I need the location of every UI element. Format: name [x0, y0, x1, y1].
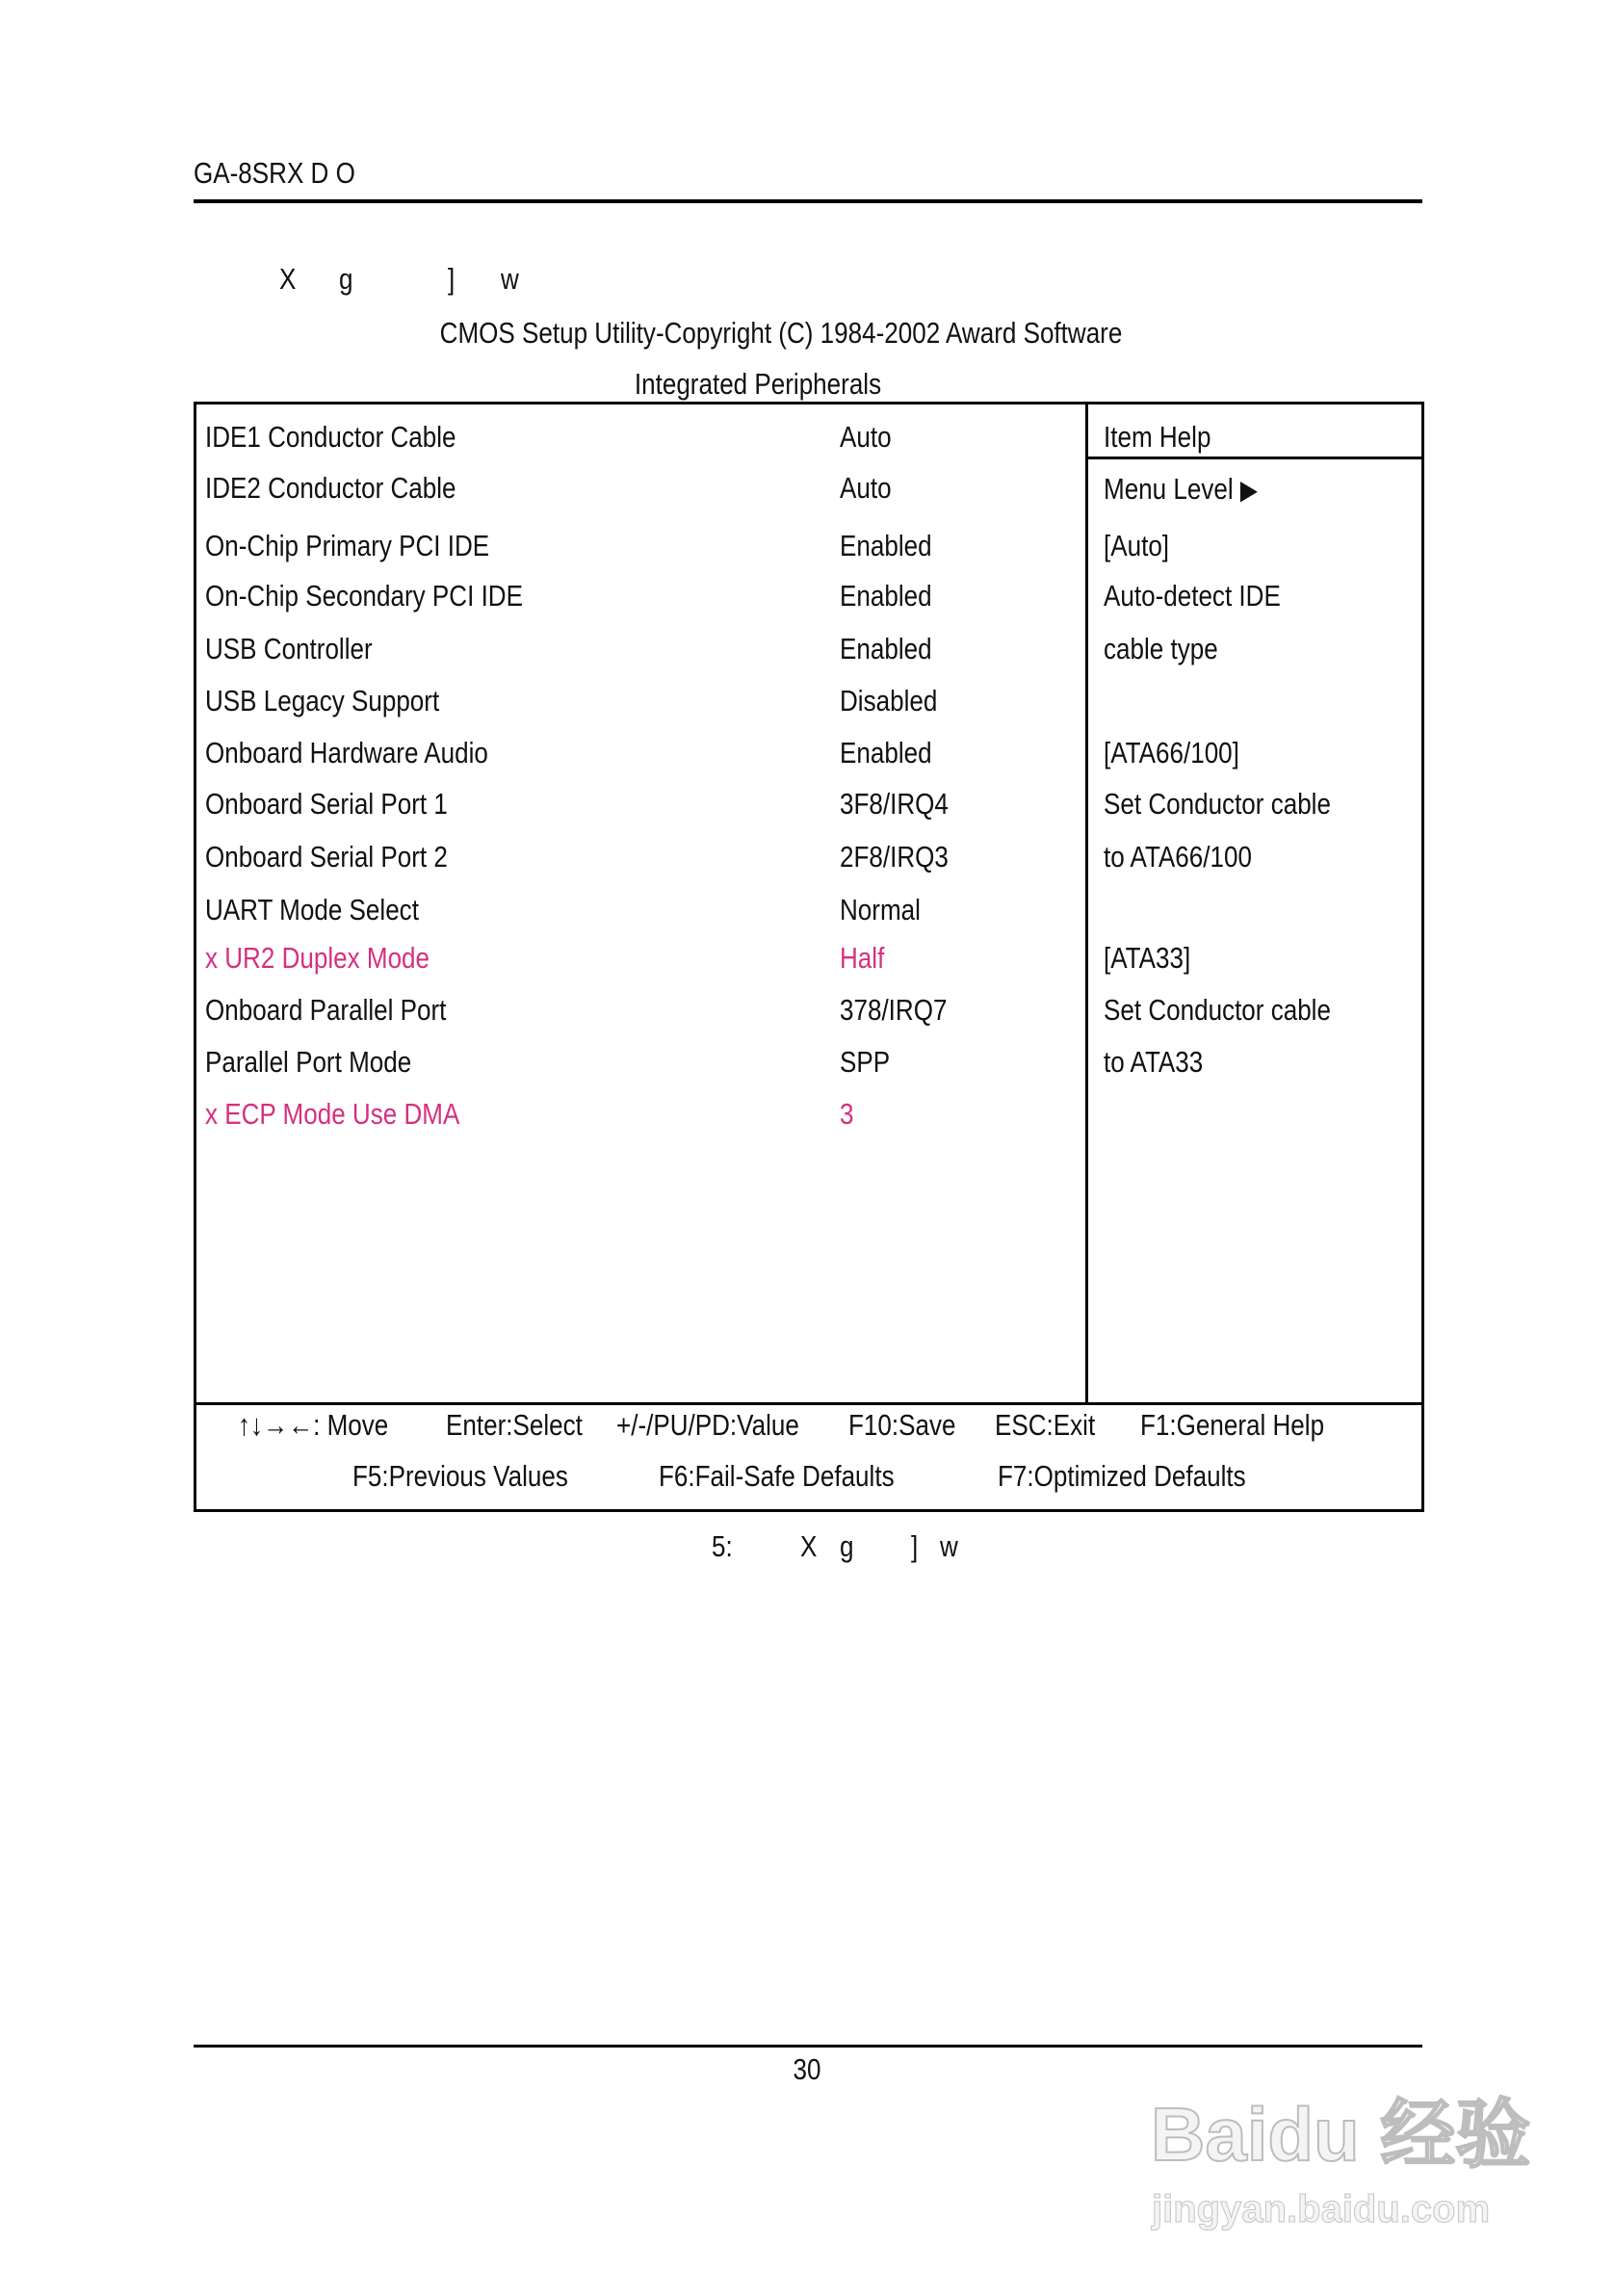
setting-label[interactable]: Onboard Hardware Audio	[205, 736, 488, 770]
caption-part: w	[940, 1529, 958, 1563]
help-line: cable type	[1104, 632, 1218, 665]
help-line: [ATA33]	[1104, 941, 1191, 975]
setting-value[interactable]: Enabled	[840, 736, 932, 770]
section-heading-char: X	[279, 262, 297, 296]
key-hint: F5:Previous Values	[352, 1459, 568, 1493]
help-line: [ATA66/100]	[1104, 736, 1239, 770]
setting-label[interactable]: USB Controller	[205, 632, 373, 665]
setting-label[interactable]: Parallel Port Mode	[205, 1045, 412, 1079]
setting-value[interactable]: 378/IRQ7	[840, 993, 948, 1027]
header-title: GA-8SRX D O	[194, 156, 355, 190]
setting-label[interactable]: IDE2 Conductor Cable	[205, 471, 456, 505]
setting-value[interactable]: 3F8/IRQ4	[840, 787, 949, 821]
setting-label[interactable]: On-Chip Secondary PCI IDE	[205, 579, 523, 613]
caption-part: X	[800, 1529, 818, 1563]
key-hint: F7:Optimized Defaults	[998, 1459, 1246, 1493]
help-divider	[1085, 403, 1088, 1405]
setting-value[interactable]: SPP	[840, 1045, 891, 1079]
key-hint: F10:Save	[848, 1408, 956, 1442]
setting-value[interactable]: Auto	[840, 420, 892, 454]
section-heading-char: g	[339, 262, 353, 296]
key-hint: ESC:Exit	[995, 1408, 1096, 1442]
setting-value[interactable]: Enabled	[840, 632, 932, 665]
key-hint: F6:Fail-Safe Defaults	[659, 1459, 895, 1493]
setting-label[interactable]: x ECP Mode Use DMA	[205, 1097, 460, 1131]
setting-label[interactable]: UART Mode Select	[205, 893, 419, 926]
setting-value[interactable]: Normal	[840, 893, 921, 926]
section-heading-char: ]	[448, 262, 456, 296]
help-title: Item Help	[1104, 420, 1211, 454]
page-number: 30	[793, 2052, 821, 2086]
help-line: Set Conductor cable	[1104, 993, 1331, 1027]
help-line: to ATA33	[1104, 1045, 1204, 1079]
caption-part: 5:	[712, 1529, 733, 1563]
bios-copyright: CMOS Setup Utility-Copyright (C) 1984-2002 Award Software	[439, 316, 1123, 350]
baidu-watermark-logo: Baidu 经验	[1151, 2092, 1531, 2177]
bios-screen-title: Integrated Peripherals	[634, 367, 882, 401]
setting-label[interactable]: IDE1 Conductor Cable	[205, 420, 456, 454]
setting-value[interactable]: Auto	[840, 471, 892, 505]
setting-label[interactable]: Onboard Serial Port 1	[205, 787, 448, 821]
help-line: [Auto]	[1104, 529, 1170, 562]
setting-label[interactable]: Onboard Parallel Port	[205, 993, 447, 1027]
header-rule	[194, 199, 1422, 203]
key-hint: Enter:Select	[446, 1408, 583, 1442]
key-hint: ↑↓→←: Move	[238, 1408, 389, 1442]
help-line: Auto-detect IDE	[1104, 579, 1281, 613]
setting-label[interactable]: Onboard Serial Port 2	[205, 840, 448, 874]
play-triangle-icon: ▶	[1239, 475, 1258, 505]
help-line: to ATA66/100	[1104, 840, 1252, 874]
setting-value[interactable]: 3	[840, 1097, 854, 1131]
setting-value[interactable]: 2F8/IRQ3	[840, 840, 949, 874]
setting-value[interactable]: Disabled	[840, 684, 938, 718]
key-hint: F1:General Help	[1140, 1408, 1325, 1442]
setting-label[interactable]: x UR2 Duplex Mode	[205, 941, 430, 975]
menu-level-label: Menu Level	[1104, 472, 1234, 506]
caption-part: g	[840, 1529, 854, 1563]
setting-label[interactable]: USB Legacy Support	[205, 684, 440, 718]
footer-divider	[194, 1402, 1422, 1405]
section-heading-char: w	[501, 262, 519, 296]
key-hint: +/-/PU/PD:Value	[616, 1408, 799, 1442]
footer-rule	[194, 2045, 1422, 2048]
setting-value[interactable]: Enabled	[840, 579, 932, 613]
caption-part: ]	[911, 1529, 919, 1563]
setting-value[interactable]: Enabled	[840, 529, 932, 562]
help-line: Set Conductor cable	[1104, 787, 1331, 821]
setting-label[interactable]: On-Chip Primary PCI IDE	[205, 529, 490, 562]
baidu-watermark-url: jingyan.baidu.com	[1152, 2188, 1491, 2231]
help-menu-level	[1104, 472, 1258, 508]
help-title-rule	[1085, 457, 1422, 459]
setting-value[interactable]: Half	[840, 941, 885, 975]
